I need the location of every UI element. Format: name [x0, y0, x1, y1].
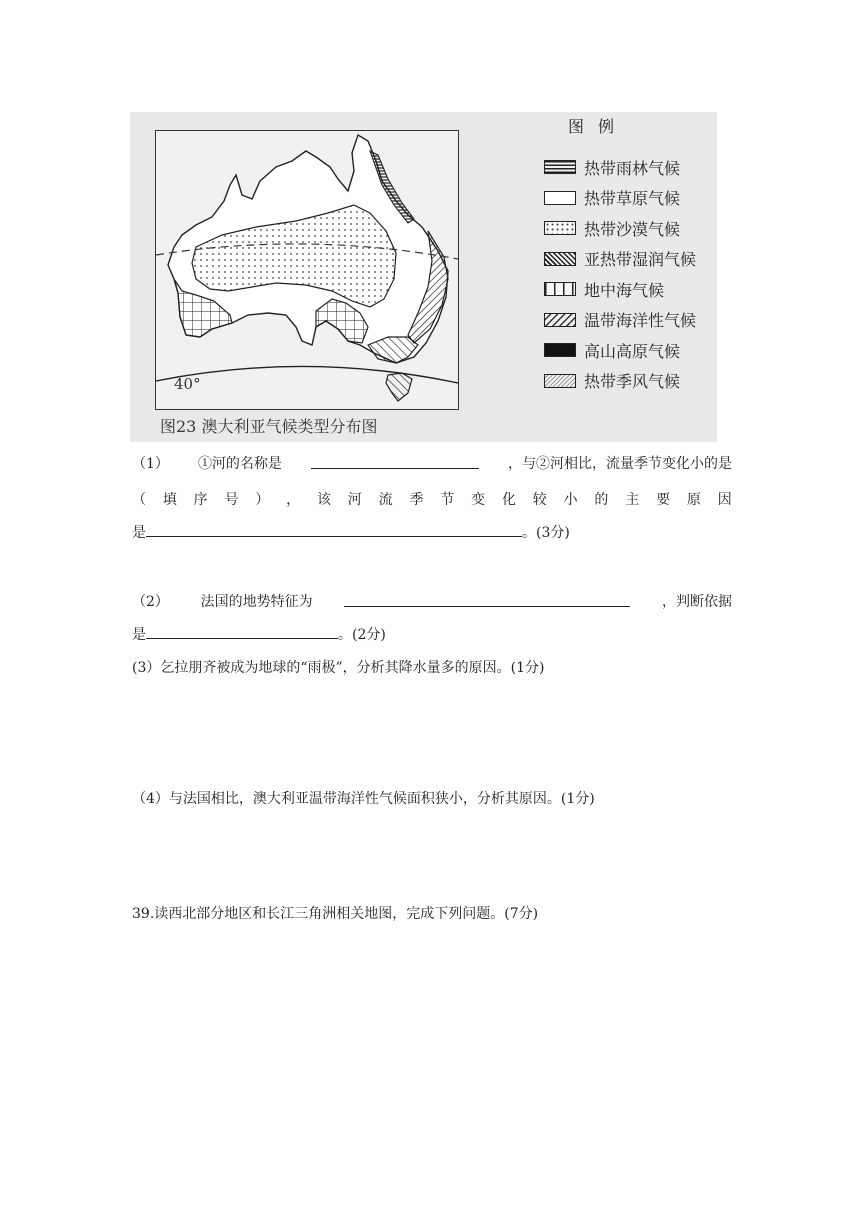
legend-label: 热带沙漠气候 — [584, 219, 681, 239]
q2-line1 — [132, 592, 732, 612]
q1-char: 化 — [501, 492, 516, 508]
q3-text: (3）乞拉朋齐被成为地球的“雨极”，分析其降水量多的原因。(1分) — [132, 660, 545, 676]
q1-line1 — [132, 454, 732, 474]
q39-text: 39.读西北部分地区和长江三角洲相关地图，完成下列问题。(7分) — [132, 906, 539, 922]
legend-item — [544, 152, 696, 183]
latitude-40-line — [156, 366, 458, 383]
legend-item — [544, 366, 696, 397]
q1-river-name-blank[interactable] — [311, 454, 479, 469]
q1-char: 号 — [224, 492, 239, 508]
q2-number: （2） — [132, 594, 169, 610]
q1-char: 该 — [316, 492, 331, 508]
legend-item — [544, 305, 696, 336]
map-svg — [156, 131, 458, 409]
legend-label: 热带季风气候 — [584, 372, 681, 392]
q2-basis-blank[interactable] — [146, 624, 338, 639]
q1-number: （1） — [132, 456, 169, 472]
desert-swatch-icon — [544, 221, 576, 235]
q1-char: 序 — [193, 492, 208, 508]
q2-line2 — [132, 624, 732, 645]
q2-line2-suffix: 。(2分) — [338, 627, 386, 643]
legend-label: 亚热带湿润气候 — [584, 250, 697, 270]
australia-climate-figure — [130, 112, 717, 442]
latitude-40-label: 40° — [174, 375, 201, 393]
legend-item — [544, 183, 696, 214]
legend — [544, 152, 696, 396]
q1-char: 主 — [625, 492, 640, 508]
legend-item — [544, 244, 696, 275]
q2-terrain-blank[interactable] — [344, 592, 630, 607]
legend-item — [544, 213, 696, 244]
legend-label: 热带雨林气候 — [584, 158, 681, 178]
q1-line3 — [132, 522, 732, 543]
subtropical-swatch-icon — [544, 252, 576, 266]
q1-char: 较 — [532, 492, 547, 508]
q1-char: 填 — [162, 492, 177, 508]
q1-char: 要 — [656, 492, 671, 508]
q1-line3-prefix: 是 — [132, 525, 146, 541]
q1-line3-suffix: 。(3分) — [522, 525, 570, 541]
q1-reason-blank[interactable] — [146, 522, 522, 537]
q1-char: 原 — [686, 492, 701, 508]
q1-part-a: ①河的名称是 — [197, 456, 282, 472]
q1-char: 的 — [594, 492, 609, 508]
q1-char: （ — [132, 492, 146, 508]
legend-label: 温带海洋性气候 — [584, 311, 697, 331]
q1-char: 变 — [471, 492, 486, 508]
q1-part-b: ，与②河相比，流量季节变化小的是 — [507, 456, 732, 472]
rainforest-swatch-icon — [544, 160, 576, 174]
q1-char: 河 — [347, 492, 362, 508]
figure-caption: 图23 澳大利亚气候类型分布图 — [160, 417, 378, 436]
australia-climate-map — [155, 130, 459, 410]
savanna-swatch-icon — [544, 191, 576, 205]
legend-item — [544, 335, 696, 366]
legend-title: 图例 — [568, 117, 629, 136]
highland-swatch-icon — [544, 343, 576, 357]
q1-char: 季 — [409, 492, 424, 508]
legend-item — [544, 274, 696, 305]
monsoon-swatch-icon — [544, 374, 576, 388]
q2-line2-prefix: 是 — [132, 627, 146, 643]
q1-char: 小 — [563, 492, 578, 508]
q1-char: 节 — [440, 492, 455, 508]
legend-label: 热带草原气候 — [584, 189, 681, 209]
q2-part-a: 法国的地势特征为 — [200, 594, 313, 610]
q1-line2 — [132, 490, 732, 510]
tasmania — [386, 373, 412, 401]
oceanic-swatch-icon — [544, 313, 576, 327]
q2-part-b: ，判断依据 — [661, 594, 732, 610]
legend-label: 地中海气候 — [584, 280, 665, 300]
legend-label: 高山高原气候 — [584, 341, 681, 361]
mediterranean-swatch-icon — [544, 282, 576, 296]
q4-text: （4）与法国相比，澳大利亚温带海洋性气候面积狭小，分析其原因。(1分) — [132, 791, 595, 807]
q1-char: ） — [255, 492, 270, 508]
q1-char: ， — [286, 492, 301, 508]
q1-char: 因 — [717, 492, 732, 508]
q1-char: 流 — [378, 492, 393, 508]
